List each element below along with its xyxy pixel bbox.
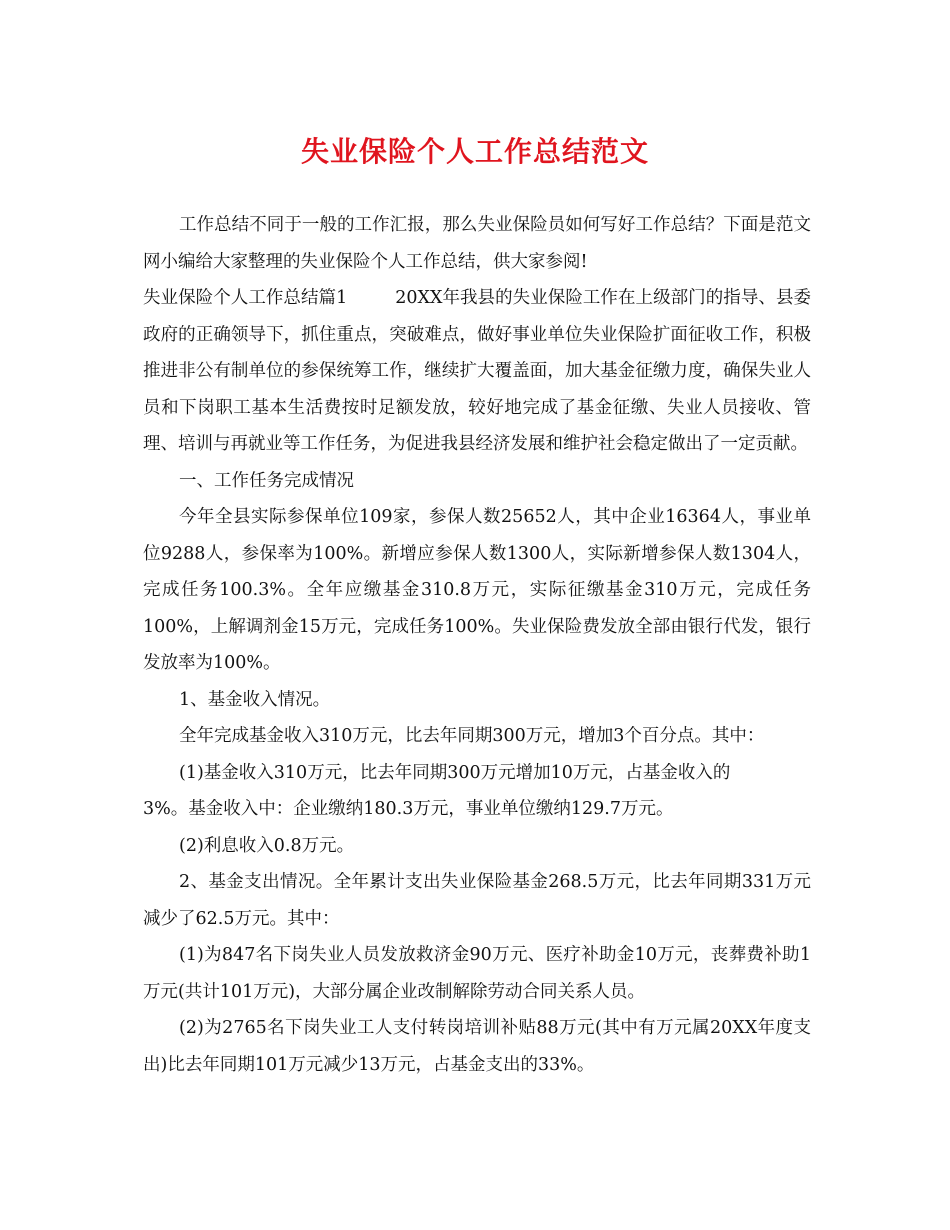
sub2-paragraph: 2、基金支出情况。全年累计支出失业保险基金268.5万元，比去年同期331万元减少了62.5万元。其中： xyxy=(143,872,811,929)
sub1-item2: (2)利息收入0.8万元。 xyxy=(179,835,355,856)
sub1-heading: 1、基金收入情况。 xyxy=(179,689,331,710)
article-paragraph xyxy=(143,280,811,463)
sub2-item1: (1)为847名下岗失业人员发放救济金90万元、医疗补助金10万元，丧葬费补助1万元(共计101万元)，大部分属企业改制解除劳动合同关系人员。 xyxy=(143,945,811,1002)
section1-heading: 一、工作任务完成情况 xyxy=(179,470,354,491)
sub1-item1: (1)基金收入310万元，比去年同期300万元增加10万元，占基金收入的 xyxy=(179,762,731,783)
section1-body: 今年全县实际参保单位109家，参保人数25652人，其中企业16364人，事业单位9288人，参保率为100%。新增应参保人数1300人，实际新增参保人数1304人，完成任务100.3%。全年应缴基金310.8万元，实际征缴基金310万元，完成任务100%，上解调剂金15万元，完成任务100%。失业保险费发放全部由银行代发，银行发放率为100%。 xyxy=(143,507,811,673)
document-body xyxy=(143,207,811,1083)
article-opening: 20XX年我县的失业保险工作在上级部门的指导、县委政府的正确领导下，抓住重点，突破难点，做好事业单位失业保险扩面征收工作，积极推进非公有制单位的参保统筹工作，继续扩大覆盖面，加大基金征缴力度，确保失业人员和下岗职工基本生活费按时足额发放，较好地完成了基金征缴、失业人员接收、管理、培训与再就业等工作任务，为促进我县经济发展和维护社会稳定做出了一定贡献。 xyxy=(143,288,811,454)
sub1-item1-continuation: 3%。基金收入中：企业缴纳180.3万元，事业单位缴纳129.7万元。 xyxy=(143,799,674,819)
sub2-item2: (2)为2765名下岗失业工人支付转岗培训补贴88万元(其中有万元属20XX年度支出)比去年同期101万元减少13万元，占基金支出的33%。 xyxy=(143,1018,811,1075)
sub1-body: 全年完成基金收入310万元，比去年同期300万元，增加3个百分点。其中： xyxy=(179,726,765,746)
document-title: 失业保险个人工作总结范文 xyxy=(300,135,649,168)
intro-paragraph: 工作总结不同于一般的工作汇报，那么失业保险员如何写好工作总结？下面是范文网小编给大家整理的失业保险个人工作总结，供大家参阅! xyxy=(143,215,811,272)
article-label: 失业保险个人工作总结篇1 xyxy=(143,288,348,308)
